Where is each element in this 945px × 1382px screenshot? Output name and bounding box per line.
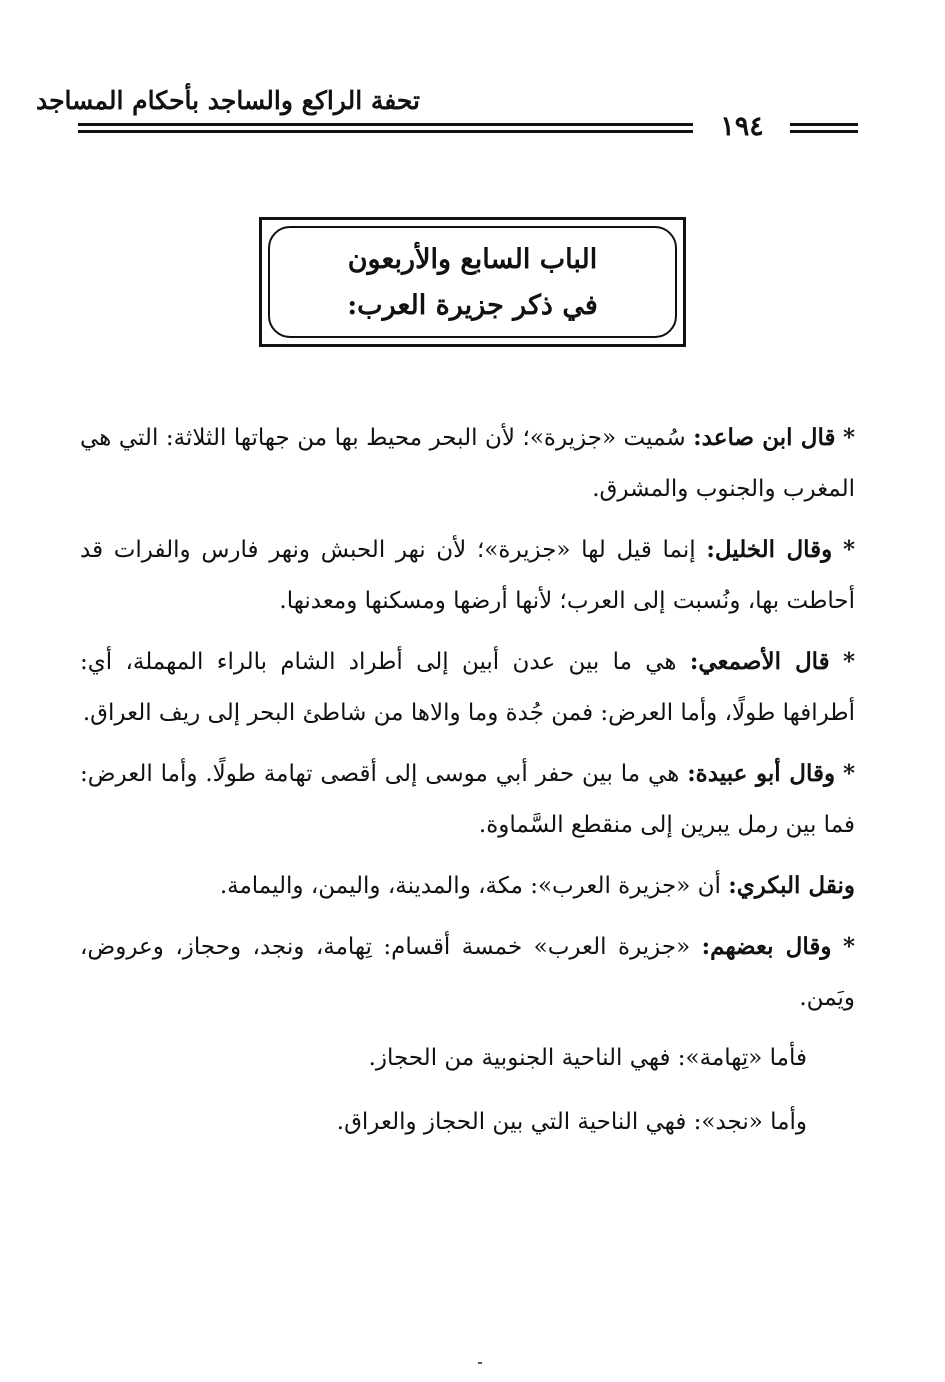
- paragraph-al-khalil: [80, 524, 855, 627]
- book-title: تحفة الراكع والساجد بأحكام المساجد: [35, 86, 420, 115]
- bullet-star: *: [842, 424, 856, 451]
- chapter-title-line-1: الباب السابع والأربعون: [347, 244, 598, 275]
- paragraph-text: إنما قيل لها «جزيرة»؛ لأن نهر الحبش ونهر فارس والفرات قد أحاطت بها، ونُسبت إلى العرب؛ لأنها أرضها ومسكنها ومعدنها.: [80, 537, 855, 614]
- paragraph-text: هي ما بين حفر أبي موسى إلى أقصى تهامة طولًا. وأما العرض: فما بين رمل يبرين إلى منقطع السَّماوة.: [80, 761, 855, 838]
- paragraph-text: سُميت «جزيرة»؛ لأن البحر محيط بها من جهاتها الثلاثة: التي هي المغرب والجنوب والمشرق.: [80, 425, 855, 502]
- paragraph-al-bakri: [80, 860, 855, 912]
- speaker-name: وقال أبو عبيدة:: [687, 760, 836, 787]
- paragraph-najd: وأما «نجد»: فهي الناحية التي بين الحجاز والعراق.: [336, 1109, 807, 1135]
- speaker-name: وقال الخليل:: [706, 536, 833, 563]
- paragraph-tihama: فأما «تِهامة»: فهي الناحية الجنوبية من الحجاز.: [368, 1045, 807, 1071]
- bullet-star: *: [842, 760, 855, 787]
- page-number: ١٩٤: [720, 111, 764, 142]
- speaker-name: وقال بعضهم:: [701, 933, 832, 960]
- paragraph-some-scholars: [80, 921, 855, 1024]
- speaker-name: قال الأصمعي:: [689, 648, 830, 675]
- speaker-name: ونقل البكري:: [728, 872, 855, 899]
- paragraph-ibn-saed: [80, 412, 855, 515]
- header-double-rule-right: [790, 123, 858, 133]
- bullet-star: *: [843, 648, 856, 675]
- bullet-star: *: [842, 536, 855, 563]
- paragraph-al-asmai: [80, 636, 855, 739]
- chapter-title-frame: [259, 217, 686, 347]
- speaker-name: قال ابن صاعد:: [693, 424, 836, 451]
- bullet-star: *: [842, 933, 855, 960]
- paragraph-abu-ubaida: [80, 748, 855, 851]
- header-double-rule: [78, 123, 693, 133]
- chapter-title-line-2: في ذكر جزيرة العرب:: [347, 290, 598, 321]
- paragraph-text: هي ما بين عدن أبين إلى أطراد الشام بالراء المهملة، أي: أطرافها طولًا، وأما العرض: فمن جُدة وما والاها من شاطئ البحر إلى ريف العراق.: [80, 649, 855, 726]
- body-text: [80, 412, 855, 1161]
- page-bottom-mark: [478, 1362, 482, 1364]
- paragraph-text: أن «جزيرة العرب»: مكة، والمدينة، واليمن، واليمامة.: [219, 873, 729, 899]
- paragraph-text: «جزيرة العرب» خمسة أقسام: تِهامة، ونجد، وحجاز، وعروض، ويَمن.: [80, 934, 855, 1011]
